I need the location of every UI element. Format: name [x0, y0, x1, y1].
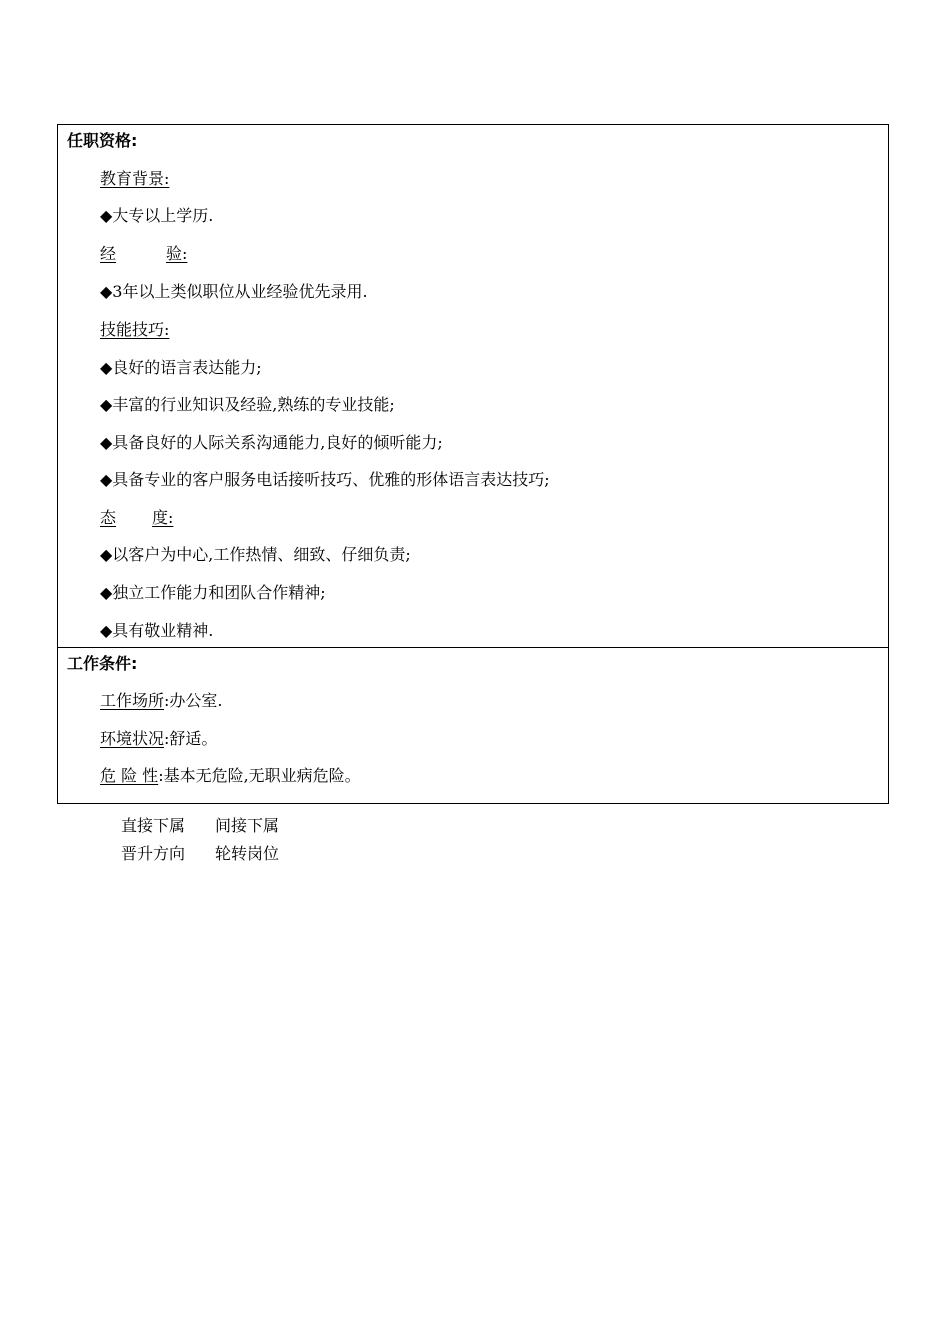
work-place-value: :办公室. [164, 691, 223, 710]
work-conditions-title: 工作条件: [67, 654, 138, 673]
education-item: ◆大专以上学历. [100, 206, 214, 225]
attitude-label-part-a: 态 [100, 508, 117, 527]
attitude-label [100, 508, 173, 528]
education-label-text: 教育背景: [100, 169, 170, 188]
attitude-item: ◆具有敬业精神. [100, 621, 214, 640]
education-label [100, 169, 169, 189]
direct-subordinate-label: 直接下属 [121, 816, 186, 835]
attitude-label-part-b: 度: [152, 508, 174, 527]
work-place-label: 工作场所 [100, 691, 165, 710]
experience-item: ◆3年以上类似职位从业经验优先录用. [100, 282, 368, 301]
promotion-direction-label: 晋升方向 [121, 844, 186, 863]
environment-value: :舒适。 [164, 729, 218, 748]
work-place-row [100, 691, 223, 711]
skills-label-text: 技能技巧: [100, 320, 170, 339]
risk-value: :基本无危险,无职业病危险。 [158, 766, 361, 785]
experience-label-part-b: 验: [166, 244, 188, 263]
environment-row [100, 729, 217, 749]
skills-item: ◆具备良好的人际关系沟通能力,良好的倾听能力; [100, 433, 443, 452]
experience-label-text [100, 244, 187, 263]
risk-label: 危 险 性 [100, 766, 159, 785]
qualifications-title: 任职资格: [67, 131, 138, 150]
risk-row [100, 766, 361, 786]
qualifications-section [58, 125, 888, 647]
experience-label-gap [116, 244, 166, 264]
skills-item: ◆丰富的行业知识及经验,熟练的专业技能; [100, 395, 395, 414]
skills-label [100, 320, 169, 340]
skills-item: ◆具备专业的客户服务电话接听技巧、优雅的形体语言表达技巧; [100, 470, 550, 489]
indirect-subordinate-label: 间接下属 [215, 816, 280, 835]
attitude-item: ◆独立工作能力和团队合作精神; [100, 583, 326, 602]
footer-line-subordinates [121, 816, 279, 836]
rotation-position-label: 轮转岗位 [215, 844, 280, 863]
footer-line-promotion [121, 844, 279, 864]
attitude-item: ◆以客户为中心,工作热情、细致、仔细负责; [100, 545, 411, 564]
experience-label [100, 244, 187, 264]
skills-item: ◆良好的语言表达能力; [100, 358, 262, 377]
attitude-label-text [100, 508, 173, 527]
attitude-label-gap [116, 508, 152, 528]
work-conditions-section [58, 647, 888, 803]
environment-label: 环境状况 [100, 729, 165, 748]
job-description-table [57, 124, 889, 804]
experience-label-part-a: 经 [100, 244, 117, 263]
